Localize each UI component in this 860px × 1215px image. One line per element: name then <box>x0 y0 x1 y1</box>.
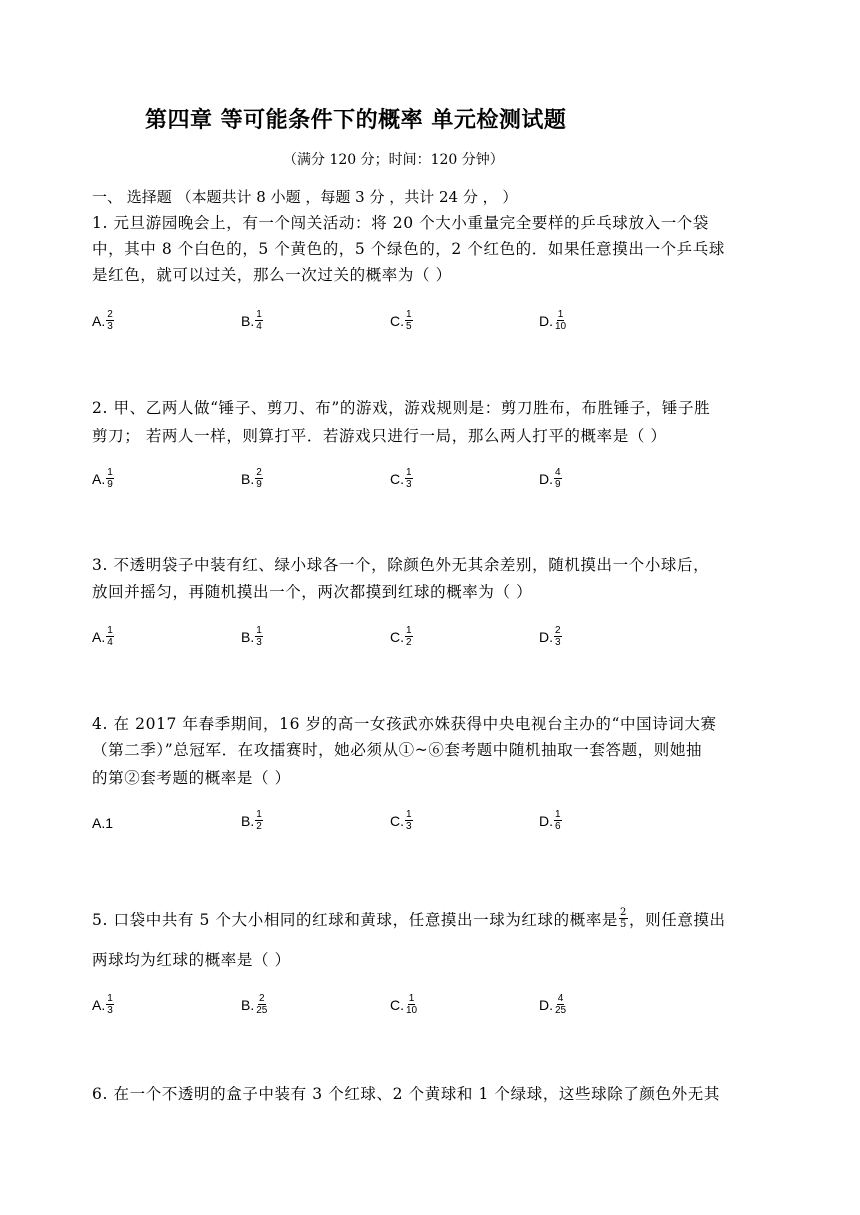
option-d: D. $\frac{4}{9}$ <box>539 467 561 490</box>
question-line: 1. 元旦游园晚会上，有一个闯关活动：将 20 个大小重量完全要样的乒乓球放入一个袋 <box>92 214 709 232</box>
option-c: C. $\frac{1}{3}$ <box>390 467 412 490</box>
option-a: A. $\frac{2}{3}$ <box>92 309 113 332</box>
question-line: 3. 不透明袋子中装有红、绿小球各一个，除颜色外无其余差别，随机摸出一个小球后， <box>92 556 710 574</box>
option-d: D. $\frac{1}{10}$ <box>539 309 567 332</box>
question-line: 剪刀； 若两人一样，则算打平．若游戏只进行一局，那么两人打平的概率是（ ） <box>92 427 667 445</box>
option-c: C. $\frac{1}{10}$ <box>390 993 418 1016</box>
question-line: 的第②套考题的概率是（ ） <box>92 769 291 787</box>
question-line: 5. 口袋中共有 5 个大小相同的红球和黄球，任意摸出一球为红球的概率是 $\frac{2}{5}$ ，则任意摸出 <box>92 907 726 930</box>
question-line: 放回并摇匀，再随机摸出一个，两次都摸到红球的概率为（ ） <box>92 583 533 601</box>
question-line: （第二季）”总冠军．在攻擂赛时，她必须从①~⑥套考题中随机抽取一套答题，则她抽 <box>92 741 703 759</box>
option-a: A. $\frac{1}{3}$ <box>92 993 113 1016</box>
question-line: 4. 在 2017 年春季期间，16 岁的高一女孩武亦姝获得中央电视台主办的“中国诗词大赛 <box>92 715 717 733</box>
option-d: D. $\frac{1}{6}$ <box>539 809 561 832</box>
option-d: D. $\frac{2}{3}$ <box>539 625 561 648</box>
option-b: B. $\frac{2}{25}$ <box>241 993 268 1016</box>
option-c: C. $\frac{1}{2}$ <box>390 625 412 648</box>
option-a: A. $\frac{1}{4}$ <box>92 625 113 648</box>
option-c: C. $\frac{1}{5}$ <box>390 309 412 332</box>
option-b: B. $\frac{1}{3}$ <box>241 625 262 648</box>
page-subtitle: （满分 120 分；时间：120 分钟） <box>283 152 504 168</box>
option-b: B. $\frac{1}{2}$ <box>241 809 262 832</box>
question-line: 6. 在一个不透明的盒子中装有 3 个红球、2 个黄球和 1 个绿球，这些球除了颜色外无其 <box>92 1085 720 1103</box>
option-b: B. $\frac{2}{9}$ <box>241 467 262 490</box>
question-line: 2. 甲、乙两人做“锤子、剪刀、布”的游戏，游戏规则是：剪刀胜布，布胜锤子，锤子胜 <box>92 399 711 417</box>
option-b: B. $\frac{1}{4}$ <box>241 309 262 332</box>
question-line: 中，其中 8 个白色的，5 个黄色的，5 个绿色的，2 个红色的．如果任意摸出一个乒乓球 <box>92 240 725 258</box>
page-title: 第四章 等可能条件下的概率 单元检测试题 <box>145 107 567 133</box>
option-c: C. $\frac{1}{3}$ <box>390 809 412 832</box>
question-line: 两球均为红球的概率是（ ） <box>92 951 291 969</box>
option-a: A. $\frac{1}{9}$ <box>92 467 113 490</box>
option-d: D. $\frac{4}{25}$ <box>539 993 567 1016</box>
question-line: 是红色，就可以过关，那么一次过关的概率为（ ） <box>92 266 452 284</box>
option-a: A.1 <box>92 815 114 831</box>
inline-fraction: $\frac{2}{5}$ <box>620 907 628 930</box>
section-heading: 一、 选择题 （本题共计 8 小题 ，每题 3 分 ，共计 24 分 ， ） <box>92 188 518 206</box>
